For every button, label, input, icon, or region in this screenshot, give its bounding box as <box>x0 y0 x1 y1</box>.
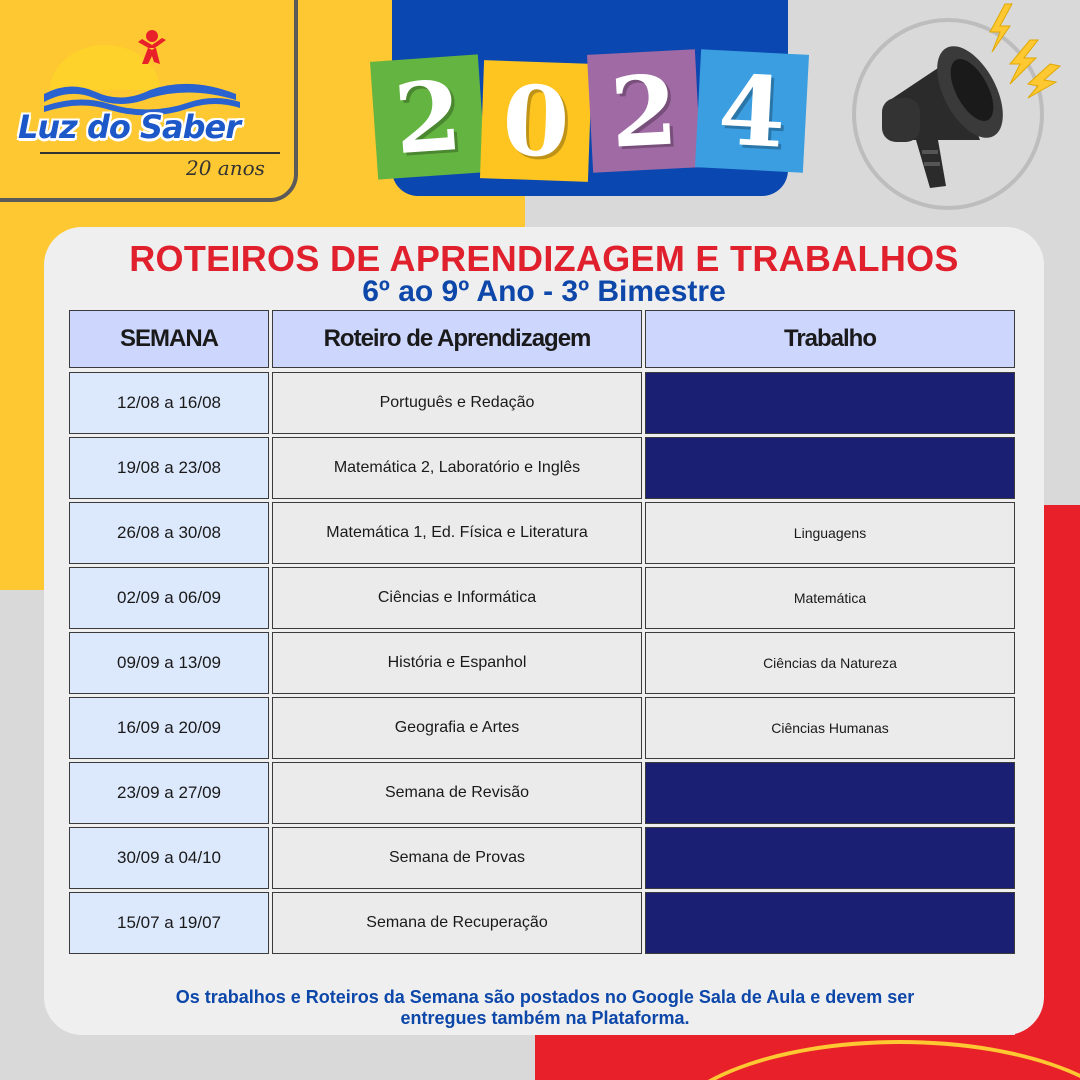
table-cell-work-empty <box>645 892 1015 954</box>
footer-line-2: entregues também na Plataforma. <box>400 1008 690 1028</box>
year-digit-tile: 4 <box>695 49 809 172</box>
table-cell-work: Ciências Humanas <box>645 697 1015 759</box>
year-digit-tile: 0 <box>480 60 592 182</box>
page-title: ROTEIROS DE APRENDIZAGEM E TRABALHOS <box>129 238 959 279</box>
logo-name: Luz do Saber <box>18 108 240 146</box>
table-cell-topic: Semana de Recuperação <box>272 892 642 954</box>
table-cell-topic: Geografia e Artes <box>272 697 642 759</box>
table-cell-week: 23/09 a 27/09 <box>69 762 269 824</box>
year-digit-tile: 2 <box>587 49 701 172</box>
lightning-icon <box>990 4 1060 98</box>
table-header-week: SEMANA <box>69 310 269 368</box>
table-cell-topic: Ciências e Informática <box>272 567 642 629</box>
page-subtitle: 6º ao 9º Ano - 3º Bimestre <box>362 275 726 308</box>
logo-subtitle: 20 anos <box>186 156 265 180</box>
table-cell-work: Matemática <box>645 567 1015 629</box>
table-cell-week: 30/09 a 04/10 <box>69 827 269 889</box>
table-cell-work-empty <box>645 372 1015 434</box>
table-cell-topic: Matemática 2, Laboratório e Inglês <box>272 437 642 499</box>
footer-line-1: Os trabalhos e Roteiros da Semana são postados no Google Sala de Aula e devem ser <box>175 987 915 1007</box>
table-cell-topic: Matemática 1, Ed. Física e Literatura <box>272 502 642 564</box>
footer-note <box>80 987 1010 1029</box>
table-cell-work-empty <box>645 762 1015 824</box>
year-digit-tile: 2 <box>370 54 486 179</box>
table-cell-week: 19/08 a 23/08 <box>69 437 269 499</box>
table-cell-work-empty <box>645 827 1015 889</box>
table-cell-work: Ciências da Natureza <box>645 632 1015 694</box>
table-cell-topic: Semana de Provas <box>272 827 642 889</box>
table-cell-week: 02/09 a 06/09 <box>69 567 269 629</box>
table-cell-week: 16/09 a 20/09 <box>69 697 269 759</box>
table-cell-topic: História e Espanhol <box>272 632 642 694</box>
table-cell-work: Linguagens <box>645 502 1015 564</box>
sun-logo-icon <box>40 28 260 118</box>
table-cell-topic: Português e Redação <box>272 372 642 434</box>
table-cell-week: 09/09 a 13/09 <box>69 632 269 694</box>
megaphone-icon <box>882 36 1016 188</box>
table-cell-week: 15/07 a 19/07 <box>69 892 269 954</box>
table-header-roteiro: Roteiro de Aprendizagem <box>272 310 642 368</box>
table-cell-topic: Semana de Revisão <box>272 762 642 824</box>
table-cell-work-empty <box>645 437 1015 499</box>
table-cell-week: 26/08 a 30/08 <box>69 502 269 564</box>
logo-underline <box>40 152 280 154</box>
children-logo-icon <box>138 30 206 66</box>
table-header-trabalho: Trabalho <box>645 310 1015 368</box>
table-cell-week: 12/08 a 16/08 <box>69 372 269 434</box>
megaphone-graphic <box>860 0 1080 200</box>
